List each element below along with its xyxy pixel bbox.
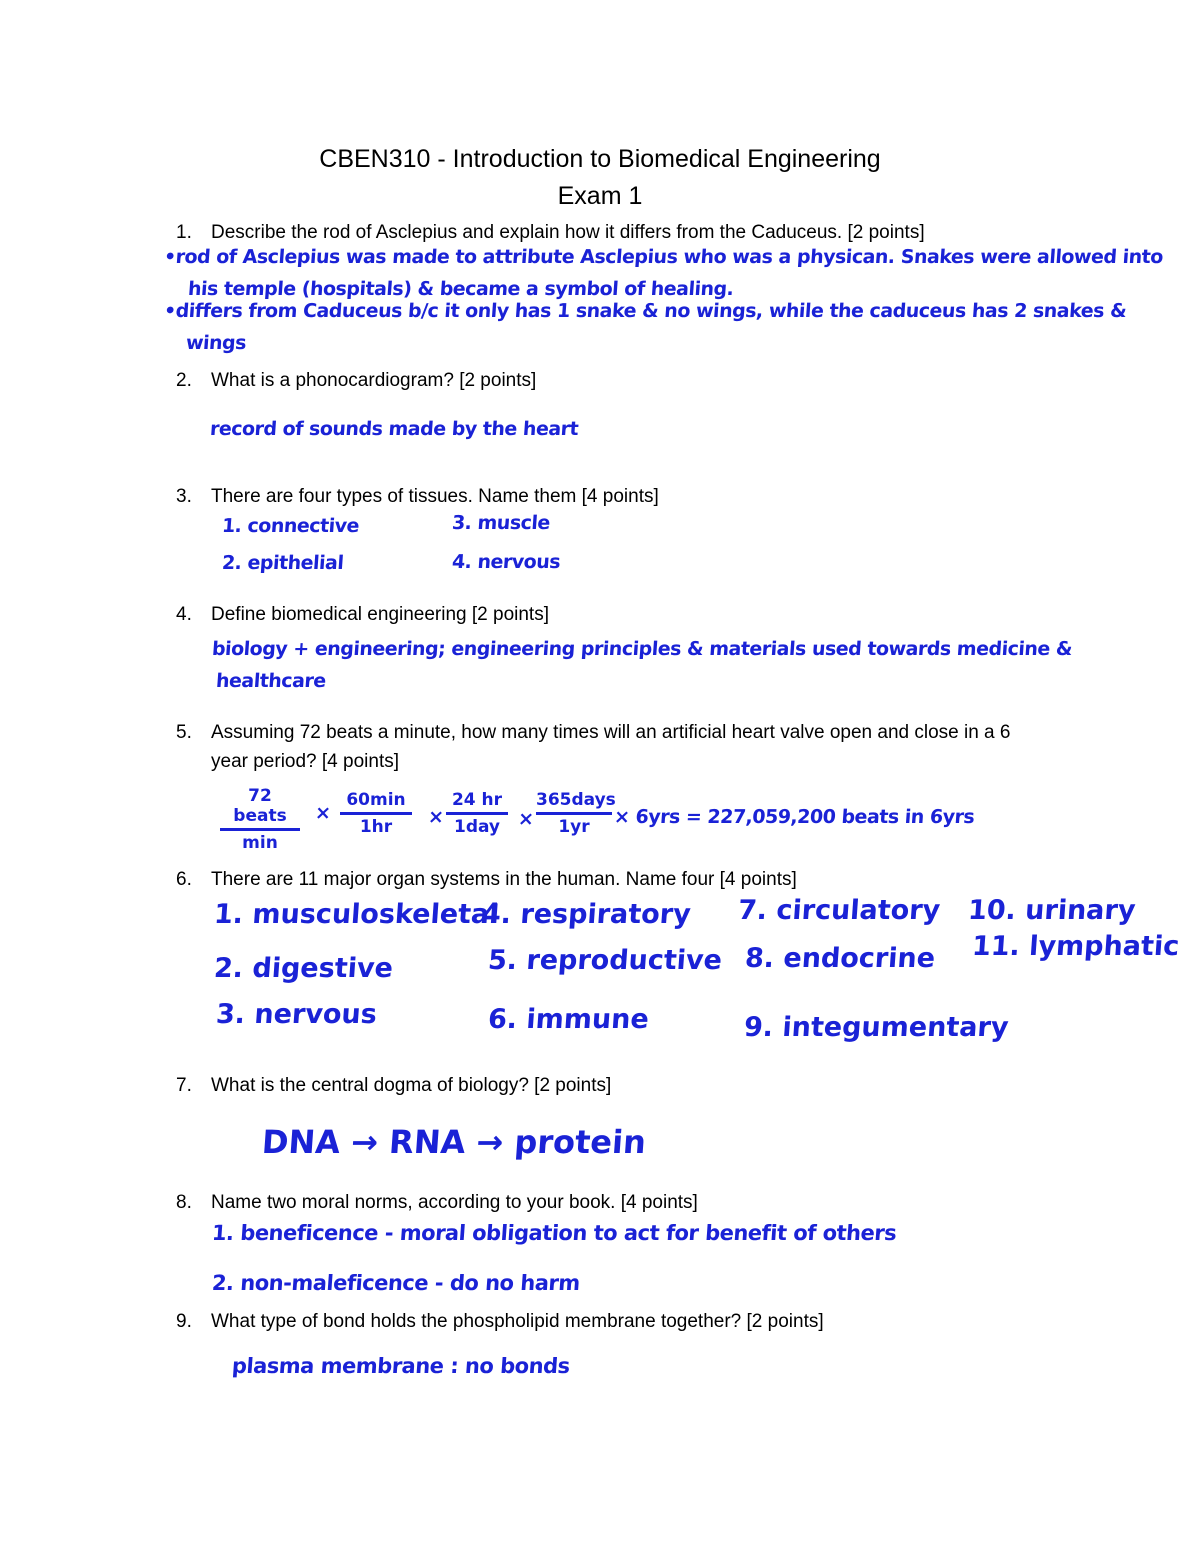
fraction-numerator: 60min bbox=[346, 790, 406, 810]
fraction-bar bbox=[536, 812, 612, 815]
answer-3-item: 4. nervous bbox=[451, 551, 561, 573]
answer-6-item: 5. reproductive bbox=[486, 945, 724, 976]
answer-6-item: 9. integumentary bbox=[742, 1012, 1010, 1043]
question-number: 4. bbox=[176, 604, 192, 625]
document-title: CBEN310 - Introduction to Biomedical Engineering bbox=[319, 145, 881, 173]
question-text: Assuming 72 beats a minute, how many times will an artificial heart valve open and close in a 6 year period? [4 points] bbox=[211, 722, 1011, 772]
question-number: 1. bbox=[176, 222, 192, 243]
answer-3-item: 2. epithelial bbox=[221, 552, 345, 574]
answer-6-item: 4. respiratory bbox=[480, 899, 692, 930]
answer-8-line-2: 2. non-maleficence - do no harm bbox=[211, 1271, 581, 1295]
fraction-denominator: min bbox=[242, 833, 278, 853]
question-text: There are four types of tissues. Name them [4 points] bbox=[211, 486, 659, 507]
answer-4-line-2: healthcare bbox=[215, 670, 327, 692]
answer-5-times: × bbox=[314, 802, 332, 824]
answer-6-item: 3. nervous bbox=[214, 999, 378, 1030]
question-number: 8. bbox=[176, 1192, 192, 1213]
fraction-denominator: 1hr bbox=[359, 817, 393, 837]
answer-5-times: × bbox=[517, 808, 535, 830]
answer-6-item: 8. endocrine bbox=[743, 943, 937, 974]
answer-3-item: 3. muscle bbox=[451, 512, 551, 534]
answer-7: DNA → RNA → protein bbox=[260, 1123, 648, 1161]
answer-8-line-1: 1. beneficence - moral obligation to act for benefit of others bbox=[211, 1221, 898, 1245]
question-text: What is the central dogma of biology? [2 points] bbox=[211, 1075, 612, 1096]
question-number: 2. bbox=[176, 370, 192, 391]
fraction-numerator: 24 hr bbox=[451, 790, 503, 810]
answer-1-line-4: wings bbox=[185, 332, 247, 354]
answer-1-line-2: his temple (hospitals) & became a symbol of healing. bbox=[187, 278, 735, 300]
fraction-bar bbox=[220, 828, 300, 831]
question-number: 7. bbox=[176, 1075, 192, 1096]
answer-5-times: × bbox=[427, 806, 445, 828]
answer-5-fraction bbox=[536, 790, 616, 837]
answer-1-line-1: •rod of Asclepius was made to attribute Asclepius who was a physican. Snakes were allowed into bbox=[163, 246, 1164, 268]
answer-9: plasma membrane : no bonds bbox=[231, 1354, 571, 1378]
answer-6-item: 10. urinary bbox=[966, 895, 1137, 926]
answer-2: record of sounds made by the heart bbox=[209, 418, 579, 440]
question-text: What type of bond holds the phospholipid membrane together? [2 points] bbox=[211, 1311, 824, 1332]
question-text: Name two moral norms, according to your book. [4 points] bbox=[211, 1192, 698, 1213]
answer-5-fraction bbox=[220, 786, 300, 853]
question-number: 6. bbox=[176, 869, 192, 890]
question-text: Define biomedical engineering [2 points] bbox=[211, 604, 549, 625]
question-number: 9. bbox=[176, 1311, 192, 1332]
fraction-denominator: 1yr bbox=[558, 817, 590, 837]
answer-6-item: 11. lymphatic bbox=[970, 931, 1181, 962]
fraction-bar bbox=[446, 812, 508, 815]
fraction-numerator: 72 beats bbox=[233, 786, 287, 826]
answer-5-fraction bbox=[446, 790, 508, 837]
question-text: Describe the rod of Asclepius and explain how it differs from the Caduceus. [2 points] bbox=[211, 222, 925, 243]
answer-6-item: 2. digestive bbox=[212, 953, 394, 984]
question-number: 3. bbox=[176, 486, 192, 507]
answer-4-line-1: biology + engineering; engineering principles & materials used towards medicine & bbox=[211, 638, 1073, 660]
answer-6-item: 7. circulatory bbox=[736, 895, 942, 926]
fraction-numerator: 365days bbox=[536, 790, 616, 810]
answer-6-item: 6. immune bbox=[486, 1004, 650, 1035]
question-number: 5. bbox=[176, 722, 192, 743]
fraction-denominator: 1day bbox=[453, 817, 501, 837]
answer-6-item: 1. musculoskeletal bbox=[212, 899, 500, 930]
answer-5-result: × 6yrs = 227,059,200 beats in 6yrs bbox=[613, 806, 976, 828]
answer-3-item: 1. connective bbox=[221, 515, 360, 537]
question-text: What is a phonocardiogram? [2 points] bbox=[211, 370, 537, 391]
document-subtitle: Exam 1 bbox=[557, 182, 643, 210]
answer-5-fraction bbox=[340, 790, 412, 837]
question-text: There are 11 major organ systems in the human. Name four [4 points] bbox=[211, 869, 797, 890]
fraction-bar bbox=[340, 812, 412, 815]
answer-1-line-3: •differs from Caduceus b/c it only has 1 snake & no wings, while the caduceus has 2 snakes & bbox=[163, 300, 1127, 322]
